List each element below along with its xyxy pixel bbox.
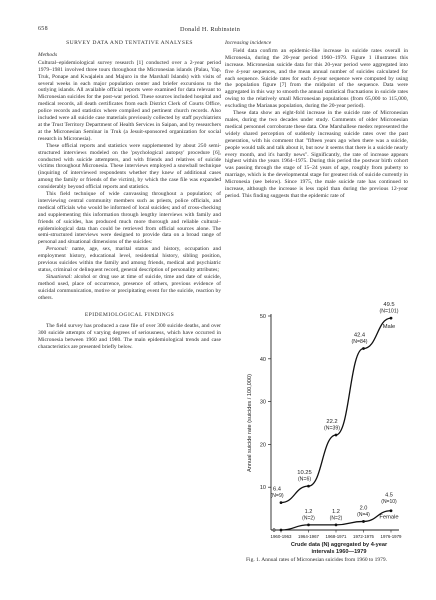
male-data-point: [335, 434, 338, 437]
y-tick-label: 20: [259, 442, 266, 449]
y-tick-label: 30: [259, 399, 266, 406]
suicide-rate-chart: [225, 302, 408, 556]
female-data-point: [280, 529, 283, 532]
x-tick-label: 1964-1967: [298, 534, 319, 539]
personal-label: Personal:: [46, 246, 68, 253]
male-n-label: (N=39): [323, 425, 341, 432]
male-n-label: (N=84): [351, 339, 368, 346]
methods-paragraph-3: This field technique of wide canvassing throughout a population; of interviewing central community members such as priests, police officials, and medical officials who would be informed of local suicides; and of cross-checking and supplementing this information through lengthy interviews with family and friends of suicides, has produced much more thorough and reliable cultural–epidemiological data than could be retrieved from official sources alone. The semi-structured interviews were designed to provide data on a broad range of personal and situational dimensions of the suicides:: [38, 191, 221, 246]
female-data-point: [335, 523, 338, 526]
x-tick-label: 1968-1971: [325, 534, 347, 539]
findings-paragraph: The field survey has produced a case file of over 300 suicide deaths, and over 300 suicide attempts of varying degrees of seriousness, which have occurred in Micronesia between 1960 and 1980. The main epidemiological trends and case characteristics are presented briefly below.: [38, 323, 221, 351]
male-data-point: [390, 317, 393, 320]
section-title-survey: SURVEY DATA AND TENTATIVE ANALYSES: [66, 40, 193, 46]
incidence-paragraph-2: These data show an eight-fold increase in the suicide rate of Micronesian males, during the two decades under study. Comments of older Micronesian medical personnel corroborate these data. One Marshallese medex represented the widely shared perception of suddenly increasing suicide rates over the past generation, with his comment that "fifteen years ago when there was a suicide, people would talk and talk about it, but now it seems that there is a suicide nearly every month, and it's hardly news". Significantly, the rate of increase appears highest within the years 1964–1975. During this period the postwar birth cohort was passing through the stage of 15–24 years of age, roughly from puberty to marriage, which is the developmental stage for greatest risk of suicide currently in Micronesia (see below). Since 1975, the male suicide rate has continued to increase, although the increase is less rapid than during the previous 12-year period. This finding suggests that the epidemic rate of: [225, 110, 408, 199]
male-data-point: [280, 501, 283, 504]
female-data-point: [362, 520, 365, 523]
methods-heading: Methods: [38, 51, 58, 58]
male-rate-label: 49.5: [383, 302, 395, 309]
y-axis-label: Annual suicide rate (suicides / 100,000): [247, 374, 253, 472]
female-n-label: (N=4): [357, 511, 370, 518]
y-tick-label: 40: [259, 356, 266, 363]
x-axis-label-line-1: Crude data (N) aggregated by 4-year: [290, 542, 388, 548]
female-n-label: (N=10): [381, 499, 397, 506]
figure-caption: Fig. 1. Annual rates of Micronesian suicides from 1960 to 1979.: [246, 557, 387, 563]
section-title-findings: EPIDEMIOLOGICAL FINDINGS: [84, 311, 175, 318]
male-data-point: [362, 347, 365, 350]
male-rate-label: 22.2: [326, 418, 338, 425]
male-series-label: Male: [382, 324, 396, 331]
page-number: 658: [38, 26, 48, 32]
male-n-label: (N=9): [270, 493, 284, 500]
female-n-label: (N=2): [329, 515, 343, 522]
situational-dimension: [38, 274, 221, 302]
female-rate-label: 4.5: [385, 492, 393, 499]
female-data-point: [307, 523, 310, 526]
x-tick-label: 1960-1963: [270, 534, 292, 539]
female-series-label: Female: [379, 514, 399, 521]
female-rate-label: 1.2: [332, 508, 340, 515]
incidence-paragraph-1: Field data confirm an epidemic-like increase in suicide rates overall in Micronesia, during the 20-year period 1960–1979. Figure 1 illustrates this increase. Micronesian suicide data for this 20-year period were aggregated into five 4-year sequences, and the mean annual number of suicides calculated for each sequence. Suicide rates for each 4-year sequence were computed by using the population figure [7] from the midpoint of the sequence. Data were aggregated in this way to smooth the annual statistical fluctuations in suicide rates owing to the relatively small Micronesian populations (from 65,000 to 115,000, excluding the Marianas population, during the 20-year period).: [225, 47, 408, 110]
female-rate-label: 2.0: [359, 505, 368, 512]
personal-dimension: [38, 246, 221, 274]
male-n-label: (N=101): [379, 308, 399, 315]
y-tick-label: 50: [259, 314, 266, 320]
female-data-point: [390, 509, 393, 512]
personal-text: name, age, sex, marital status and history, occupation and employment history, educational level, residential history, sibling position, previous suicides within the family and among friends, medical and psychiatric status, criminal or delinquent record, general description of personality attributes;: [38, 246, 221, 273]
male-data-point: [307, 485, 310, 488]
male-rate-label: 6.4: [272, 486, 282, 493]
male-rate-label: 10.25: [297, 470, 312, 477]
female-rate-label: 0: [272, 528, 276, 534]
x-tick-label: 1976-1979: [380, 534, 402, 539]
situational-label: Situational:: [46, 273, 73, 280]
female-n-label: (N=2): [302, 515, 315, 522]
running-title: Donald H. Rubinstein: [180, 26, 241, 33]
right-column: [225, 40, 408, 200]
female-rate-label: 1.2: [304, 508, 313, 515]
situational-text: alcohol or drug use at time of suicide, time and date of suicide, method used, place of occurrence, presence of others, previous evidence of suicidal communication, motive or precipitating event for the suicide, reaction by others.: [38, 273, 221, 301]
y-tick-label: 10: [259, 485, 266, 492]
increasing-incidence-heading: Increasing incidence: [225, 40, 272, 46]
male-n-label: (N=6): [297, 476, 312, 483]
x-tick-label: 1972-1975: [353, 534, 374, 539]
methods-paragraph-2: These official reports and statistics were supplemented by about 250 semi-structured interviews modeled on the 'psychological autopsy' procedure [6], conducted with suicide attempters, and with friends and relatives of suicide victims throughout Micronesia. These interviews employed a snowball technique (inquiring of interviewed respondents whether they knew of additional cases among the family or friends of the victim), by which the case file was expanded considerably beyond official reports and statistics.: [38, 142, 221, 191]
male-rate-label: 42.4: [353, 332, 366, 339]
x-axis-label-line-2: intervals 1960—1979: [311, 549, 367, 555]
methods-paragraph-1: Cultural–epidemiological survey research [1] conducted over a 2-year period 1979–1981 involved three tours throughout the Micronesian islands (Palau, Yap, Truk, Ponape and Kwajalein and Majuro in the Marshall Islands) with visits of several weeks in each major population center and briefer excursions to the outlying islands. All available official reports were examined for data relevant to Micronesian suicides for the post-war period. These sources included hospital and medical records, all death certificates from each District Clerk of Courts Office, police records and statistics where compiled and pertinent church records. Also included were all suicide case materials previously collected by staff psychiatrists at the Trust Territory Department of Health Services in Saipan, and by researchers at the Micronesian Seminar in Truk (a Jesuit-sponsored organization for social research in Micronesia).: [38, 59, 221, 142]
left-column: [38, 40, 221, 351]
